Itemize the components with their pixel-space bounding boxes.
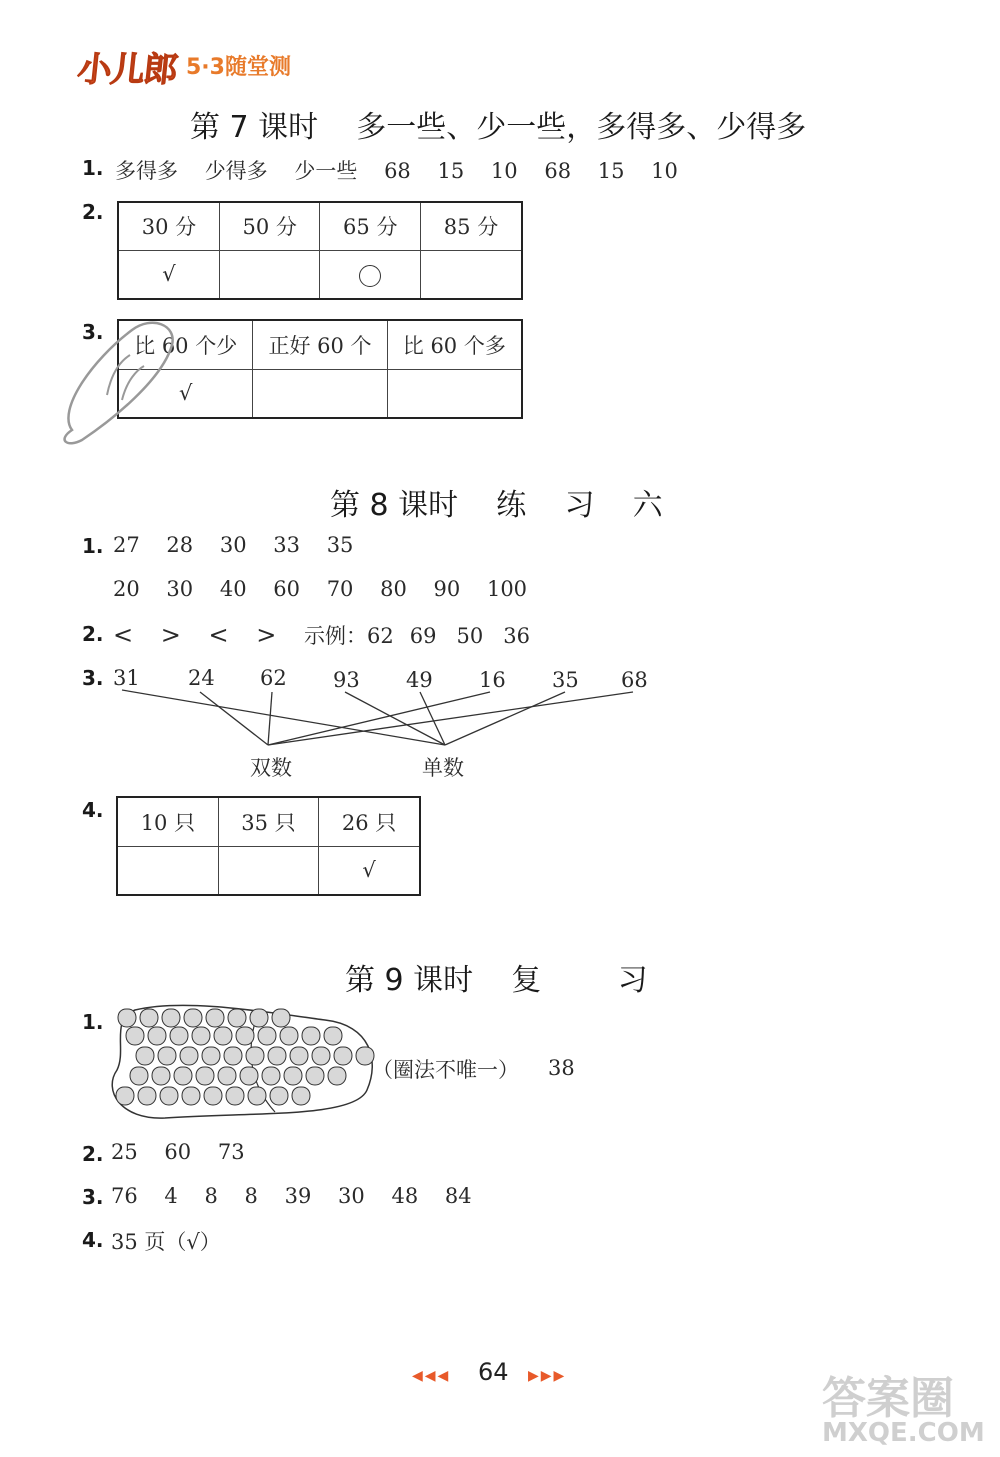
example-item: 50 (456, 624, 484, 648)
l8-q2-number: 2. (82, 622, 104, 646)
l9-q4-answer: 35 页（√） (111, 1230, 221, 1254)
number-31: 31 (113, 666, 140, 690)
l9-q2-item: 25 (111, 1140, 138, 1164)
peach-icon (192, 1027, 210, 1045)
check-mark: √ (319, 846, 420, 895)
compare-symbol: > (256, 621, 277, 649)
peach-icon (148, 1027, 166, 1045)
peach-icon (126, 1027, 144, 1045)
example-item: 69 (409, 624, 437, 648)
peach-icon (116, 1087, 134, 1105)
peach-icon (170, 1027, 188, 1045)
peach-icon (140, 1009, 158, 1027)
peach-icon (184, 1009, 202, 1027)
l9-q3-number: 3. (82, 1185, 104, 1209)
peach-icon (290, 1047, 308, 1065)
peach-icon (262, 1067, 280, 1085)
l7-q1-item: 15 (437, 159, 465, 183)
peach-icon (246, 1047, 264, 1065)
l8-q3-number: 3. (82, 666, 104, 690)
peach-icon (306, 1067, 324, 1085)
peach-icon (152, 1067, 170, 1085)
l8-q1-item: 33 (273, 533, 300, 557)
l9-q2-number: 2. (82, 1142, 104, 1166)
example-label: 示例：62 (304, 624, 394, 648)
l7-q1-number: 1. (82, 156, 104, 180)
table-header-cell: 50 分 (219, 202, 320, 250)
odd-label: 单数 (422, 756, 464, 780)
l9-q4-number: 4. (82, 1228, 104, 1252)
next-arrows-icon: ▶▶▶ (528, 1368, 567, 1384)
l9-q3-item: 8 (204, 1184, 218, 1208)
l9-q2-item: 73 (217, 1140, 245, 1164)
number-16: 16 (479, 668, 506, 692)
compare-symbol: < (113, 621, 134, 649)
l9-q3-item: 30 (338, 1184, 365, 1208)
check-mark: √ (118, 250, 219, 299)
peach-icon (324, 1027, 342, 1045)
l7-q1-item: 少得多 (204, 159, 268, 183)
l8-q1-item: 70 (326, 577, 354, 601)
watermark-logo: 答案圈 (822, 1373, 954, 1424)
peach-icon (236, 1027, 254, 1045)
number-62: 62 (260, 666, 287, 690)
table-header-cell: 35 只 (218, 797, 318, 846)
l7-q1-item: 少一些 (294, 159, 358, 183)
table-header-cell: 比 60 个少 (118, 320, 253, 369)
peach-icon (228, 1009, 246, 1027)
l7-q3-number: 3. (82, 320, 104, 344)
l9-q3-item: 4 (164, 1184, 178, 1208)
peach-icon (250, 1009, 268, 1027)
l8-q1-item: 90 (433, 577, 461, 601)
table-header-cell: 10 只 (117, 797, 218, 846)
brand-logo: 小儿郎 (75, 50, 179, 90)
peach-icon (130, 1067, 148, 1085)
l8-q1-item: 40 (219, 577, 247, 601)
peach-icon (312, 1047, 330, 1065)
l8-q1-item: 28 (166, 533, 194, 557)
peach-icon (214, 1027, 232, 1045)
l7-q1-item: 68 (384, 159, 411, 183)
peach-icon (334, 1047, 352, 1065)
peach-icon (248, 1087, 266, 1105)
watermark-url: MXQE.COM (822, 1418, 985, 1448)
peach-icon (204, 1087, 222, 1105)
l8-q1-item: 30 (166, 577, 194, 601)
l7-q1-item: 15 (597, 159, 625, 183)
lesson9-title: 第 9 课时 复 习 (345, 963, 648, 998)
peach-icon (258, 1027, 276, 1045)
l9-q3-item: 39 (284, 1184, 312, 1208)
l8-q1-number: 1. (82, 534, 104, 558)
peach-icon (138, 1087, 156, 1105)
peach-icon (292, 1087, 310, 1105)
peach-icon (328, 1067, 346, 1085)
number-68: 68 (621, 668, 648, 692)
l8-q1-item: 100 (486, 577, 528, 601)
peach-icon (268, 1047, 286, 1065)
lesson7-title: 第 7 课时 多一些、少一些，多得多、少得多 (190, 110, 807, 145)
peach-icon (218, 1067, 236, 1085)
number-24: 24 (188, 666, 215, 690)
page-number: 64 (478, 1358, 509, 1386)
l9-q2-answers (111, 1140, 265, 1164)
l9-q2-item: 60 (164, 1140, 192, 1164)
number-35: 35 (552, 668, 579, 692)
l9-q1-number: 1. (82, 1010, 104, 1034)
number-93: 93 (333, 668, 360, 692)
l9-q3-item: 48 (391, 1184, 419, 1208)
lesson8-title: 第 8 课时 练 习 六 (330, 488, 663, 523)
peach-icon (272, 1009, 290, 1027)
l7-q1-item: 68 (544, 159, 572, 183)
peach-icon (136, 1047, 154, 1065)
series-label: 5·3随堂测 (186, 55, 291, 80)
peach-icon (160, 1087, 178, 1105)
peach-icon (182, 1087, 200, 1105)
number-49: 49 (406, 668, 433, 692)
peach-icon (302, 1027, 320, 1045)
l8-q1-item: 20 (113, 577, 140, 601)
prev-arrows-icon: ◀◀◀ (412, 1368, 451, 1384)
peach-icon (240, 1067, 258, 1085)
peach-illustration (105, 1000, 380, 1125)
l8-q1-item: 35 (326, 533, 354, 557)
check-mark: √ (118, 369, 253, 418)
peach-icon (206, 1009, 224, 1027)
l9-q1-answer: 38 (548, 1056, 575, 1080)
table-header-cell: 85 分 (421, 202, 522, 250)
example-item: 36 (503, 624, 530, 648)
peach-icon (162, 1009, 180, 1027)
circle-method-note: （圈法不唯一） (372, 1058, 519, 1082)
l7-q2-number: 2. (82, 200, 104, 224)
l7-q1-item: 10 (651, 159, 678, 183)
peach-icon (174, 1067, 192, 1085)
table-header-cell: 正好 60 个 (253, 320, 387, 369)
peach-icon (158, 1047, 176, 1065)
l8-q1-item: 80 (380, 577, 407, 601)
peach-icon (280, 1027, 298, 1045)
l9-q3-item: 84 (444, 1184, 472, 1208)
peach-icon (118, 1009, 136, 1027)
l7-q1-item: 10 (490, 159, 518, 183)
peach-icon (270, 1087, 288, 1105)
compare-symbol: > (160, 621, 181, 649)
l8-q1-item: 27 (113, 533, 140, 557)
l8-q4-number: 4. (82, 798, 104, 822)
l9-q3-answers (111, 1184, 492, 1208)
compare-symbol: < (208, 621, 229, 649)
peach-icon (180, 1047, 198, 1065)
table-header-cell: 65 分 (320, 202, 421, 250)
table-cell (117, 846, 218, 895)
peach-icon (196, 1067, 214, 1085)
even-label: 双数 (250, 756, 292, 780)
peach-icon (284, 1067, 302, 1085)
l8-q4-table (116, 796, 421, 896)
table-header-cell: 30 分 (118, 202, 219, 250)
peach-icon (224, 1047, 242, 1065)
table-header-cell: 26 只 (319, 797, 420, 846)
l8-q1-item: 60 (273, 577, 300, 601)
l9-q3-item: 76 (111, 1184, 138, 1208)
peach-icon (226, 1087, 244, 1105)
table-cell (218, 846, 318, 895)
table-header-cell: 比 60 个多 (387, 320, 522, 369)
l8-q1-item: 30 (219, 533, 247, 557)
l9-q3-item: 8 (244, 1184, 258, 1208)
l7-q1-item: 多得多 (115, 159, 178, 183)
peach-icon (202, 1047, 220, 1065)
